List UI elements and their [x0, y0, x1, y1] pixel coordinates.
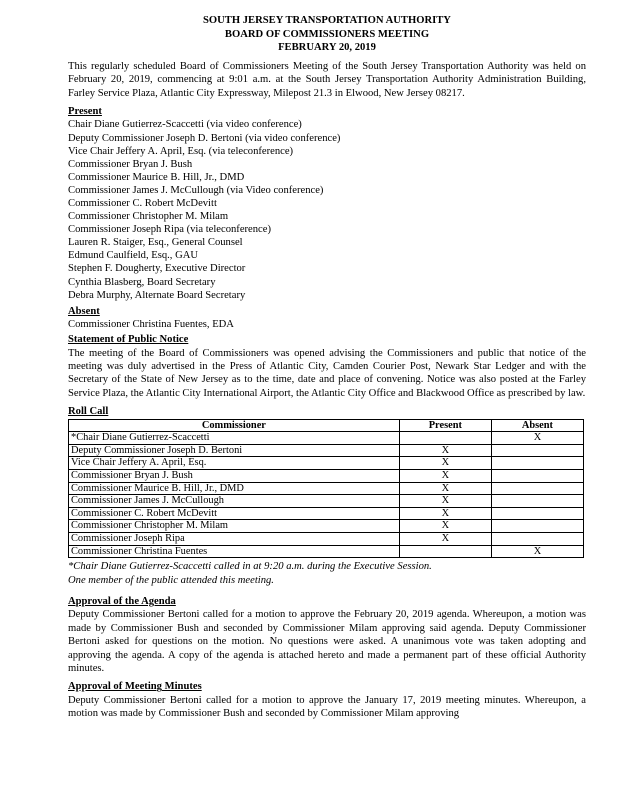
roll-call-heading: Roll Call — [68, 406, 109, 418]
title-meeting: BOARD OF COMMISSIONERS MEETING — [224, 28, 430, 40]
public-notice-heading: Statement of Public Notice — [68, 334, 189, 346]
title-date: FEBRUARY 20, 2019 — [278, 42, 376, 54]
list-item: Commissioner Christina Fuentes, EDA — [68, 319, 234, 331]
list-item: Edmund Caulfield, Esq., GAU — [68, 250, 199, 262]
table-row — [69, 482, 584, 495]
roll-call-table — [68, 419, 584, 559]
table-row — [69, 457, 584, 470]
table-row — [69, 444, 584, 457]
cell-absent — [491, 520, 583, 533]
roll-call-note-2: One member of the public attended this meeting. — [68, 574, 274, 586]
cell-commissioner: Commissioner Christina Fuentes — [69, 545, 400, 558]
cell-commissioner: Commissioner James J. McCullough — [69, 495, 400, 508]
table-row — [69, 545, 584, 558]
cell-absent — [491, 495, 583, 508]
list-item: Lauren R. Staiger, Esq., General Counsel — [68, 237, 243, 249]
present-heading: Present — [68, 106, 102, 117]
cell-commissioner: Commissioner Christopher M. Milam — [69, 520, 400, 533]
list-item: Cynthia Blasberg, Board Secretary — [68, 276, 216, 288]
cell-absent — [491, 533, 583, 546]
table-row — [69, 495, 584, 508]
table-header-row — [69, 419, 584, 432]
agenda-heading: Approval of the Agenda — [68, 596, 176, 607]
cell-commissioner: Vice Chair Jeffery A. April, Esq. — [69, 457, 400, 470]
cell-absent — [491, 482, 583, 495]
title-authority: SOUTH JERSEY TRANSPORTATION AUTHORITY — [203, 15, 451, 26]
roll-call-note-1: *Chair Diane Gutierrez-Scaccetti called in at 9:20 a.m. during the Executive Session. — [68, 561, 432, 573]
list-item: Commissioner C. Robert McDevitt — [68, 197, 217, 209]
table-row — [69, 533, 584, 546]
list-item: Vice Chair Jeffery A. April, Esq. (via teleconference) — [68, 145, 294, 157]
absent-list — [68, 318, 586, 331]
document-page — [68, 14, 586, 721]
cell-commissioner: Commissioner Maurice B. Hill, Jr., DMD — [69, 482, 400, 495]
minutes-text: Deputy Commissioner Bertoni called for a motion to approve the January 17, 2019 meeting minutes. Whereupon, a motion was made by Commissioner Bush and seconded by Commissioner Milam approving — [68, 694, 586, 720]
list-item: Commissioner Christopher M. Milam — [68, 211, 229, 223]
col-absent: Absent — [491, 419, 583, 432]
cell-absent — [491, 444, 583, 457]
absent-heading: Absent — [68, 305, 100, 317]
cell-present: X — [399, 482, 491, 495]
cell-present: X — [399, 444, 491, 457]
cell-commissioner: Deputy Commissioner Joseph D. Bertoni — [69, 444, 400, 457]
cell-commissioner: Commissioner Bryan J. Bush — [69, 470, 400, 483]
present-list — [68, 118, 586, 301]
list-item: Deputy Commissioner Joseph D. Bertoni (via video conference) — [68, 132, 341, 144]
document-title — [68, 14, 586, 55]
cell-present: X — [399, 457, 491, 470]
cell-absent: X — [491, 545, 583, 558]
table-row — [69, 432, 584, 445]
agenda-text: Deputy Commissioner Bertoni called for a motion to approve the February 20, 2019 agenda. Whereupon, a motion was made by Commissioner Bush and seconded by Commissioner Milam approving said agenda. Deputy Commissioner Bertoni asked for questions on the motion. No questions were asked. A unanimous vote was taken adopting and approving the agenda. A copy of the agenda is attached hereto and made a permanent part of these official Authority minutes. — [68, 609, 586, 675]
cell-present: X — [399, 495, 491, 508]
cell-present: X — [399, 507, 491, 520]
cell-present: X — [399, 470, 491, 483]
list-item: Chair Diane Gutierrez-Scaccetti (via video conference) — [68, 119, 302, 131]
table-row — [69, 507, 584, 520]
cell-absent — [491, 457, 583, 470]
list-item: Commissioner Joseph Ripa (via teleconference) — [68, 224, 271, 236]
intro-paragraph: This regularly scheduled Board of Commissioners Meeting of the South Jersey Transportation Authority was held on February 20, 2019, commencing at 9:01 a.m. at the South Jersey Transportation Authority Administration Building, Farley Service Plaza, Atlantic City Expressway, Milepost 21.3 in Elwood, New Jersey 08217. — [68, 60, 586, 99]
list-item: Commissioner Maurice B. Hill, Jr., DMD — [68, 171, 245, 183]
cell-present — [399, 432, 491, 445]
cell-commissioner: *Chair Diane Gutierrez-Scaccetti — [69, 432, 400, 445]
minutes-heading: Approval of Meeting Minutes — [68, 681, 202, 693]
list-item: Commissioner Bryan J. Bush — [68, 158, 193, 170]
cell-absent: X — [491, 432, 583, 445]
public-notice-text: The meeting of the Board of Commissioners was opened advising the Commissioners and public that notice of the meeting was duly advertised in the Press of Atlantic City, Camden Courier Post, Newark Star Ledger and with the Secretary of the State of New Jersey as to the time, date and place of convening. Notice was also posted at the Farley Service Plaza, the Atlantic City International Airport, the Atlantic City Office and Blackwood Office as prescribed by law. — [68, 347, 586, 399]
table-row — [69, 520, 584, 533]
cell-absent — [491, 470, 583, 483]
col-present: Present — [399, 419, 491, 432]
list-item: Debra Murphy, Alternate Board Secretary — [68, 289, 246, 301]
cell-present: X — [399, 520, 491, 533]
cell-commissioner: Commissioner Joseph Ripa — [69, 533, 400, 546]
list-item: Stephen F. Dougherty, Executive Director — [68, 263, 246, 275]
cell-absent — [491, 507, 583, 520]
list-item: Commissioner James J. McCullough (via Video conference) — [68, 184, 324, 196]
table-row — [69, 470, 584, 483]
col-commissioner: Commissioner — [69, 419, 400, 432]
cell-present — [399, 545, 491, 558]
cell-present: X — [399, 533, 491, 546]
cell-commissioner: Commissioner C. Robert McDevitt — [69, 507, 400, 520]
